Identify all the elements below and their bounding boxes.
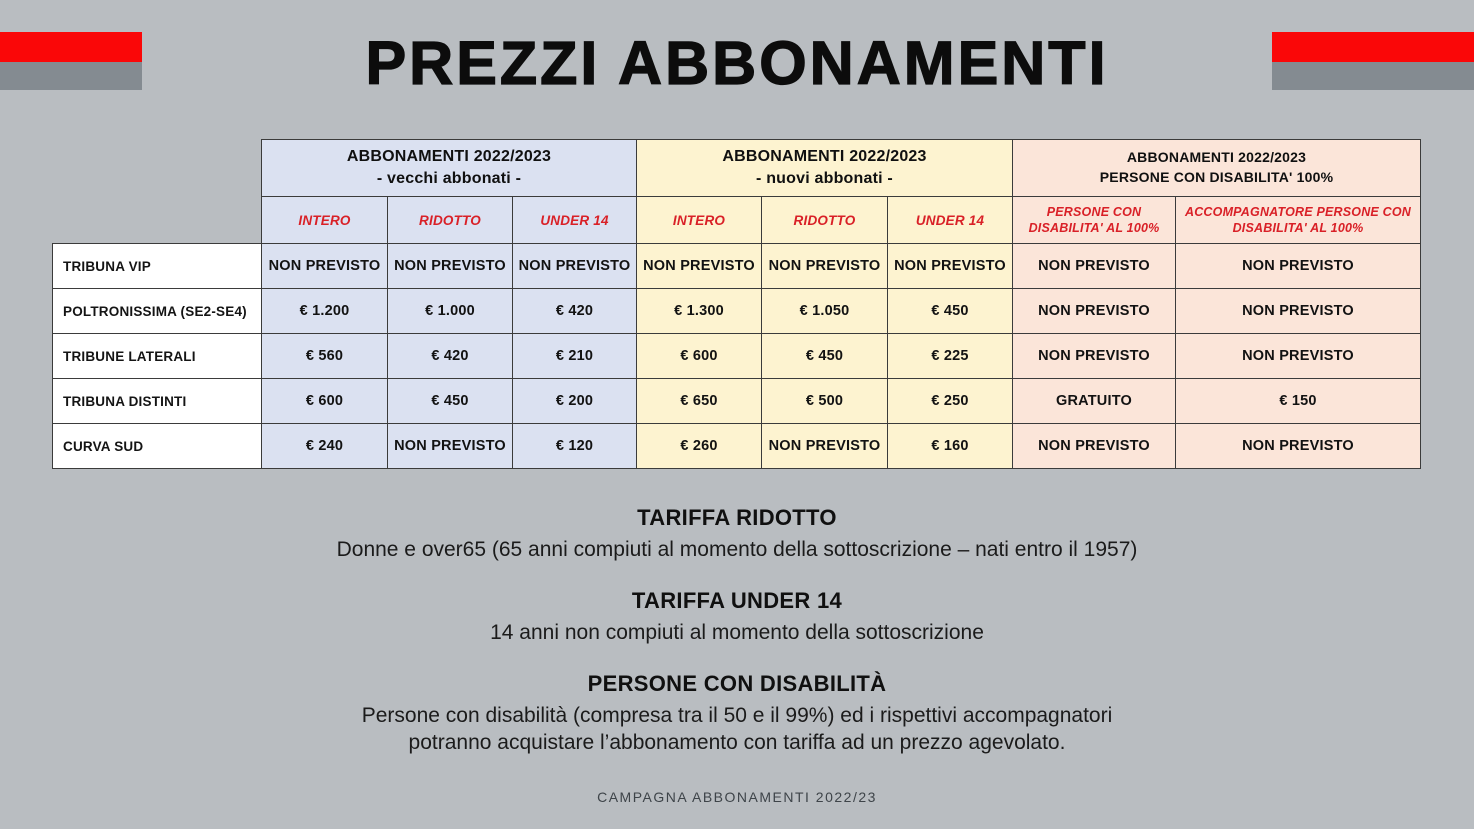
column-header-intero: INTERO: [637, 197, 762, 244]
page-title: PREZZI ABBONAMENTI: [365, 29, 1109, 97]
price-cell: € 1.000: [388, 289, 513, 334]
price-cell: € 420: [388, 334, 513, 379]
note-heading: TARIFFA UNDER 14: [631, 588, 843, 613]
price-cell: € 1.200: [262, 289, 388, 334]
price-cell: NON PREVISTO: [888, 244, 1013, 289]
group-title-line2: - vecchi abbonati -: [376, 170, 522, 187]
price-cell: € 150: [1176, 379, 1421, 424]
price-cell: € 225: [888, 334, 1013, 379]
price-cell: € 210: [513, 334, 637, 379]
price-cell: € 1.050: [762, 289, 888, 334]
price-cell: NON PREVISTO: [513, 244, 637, 289]
footer-caption: CAMPAGNA ABBONAMENTI 2022/23: [597, 789, 877, 805]
table-row: [53, 334, 1421, 379]
note-tariffa-under14: [0, 588, 1474, 646]
price-cell: € 420: [513, 289, 637, 334]
price-cell: € 250: [888, 379, 1013, 424]
column-header-under-14: UNDER 14: [513, 197, 637, 244]
group-title-line2: PERSONE CON DISABILITA' 100%: [1099, 169, 1334, 185]
note-heading: TARIFFA RIDOTTO: [637, 505, 837, 530]
price-cell: € 450: [762, 334, 888, 379]
price-cell: € 650: [637, 379, 762, 424]
column-header-accompagnatore-persone-con-disabilita-al-100: ACCOMPAGNATORE PERSONE CON DISABILITA' AL 100%: [1176, 197, 1421, 244]
group-title-line1: ABBONAMENTI 2022/2023: [722, 148, 927, 166]
group-header-2: [1013, 140, 1421, 197]
group-title-line1: ABBONAMENTI 2022/2023: [346, 148, 552, 166]
price-cell: NON PREVISTO: [1013, 424, 1176, 469]
note-heading: PERSONE CON DISABILITÀ: [587, 671, 887, 696]
group-header-0: [262, 140, 637, 197]
column-header-ridotto: RIDOTTO: [388, 197, 513, 244]
price-cell: NON PREVISTO: [388, 244, 513, 289]
column-header-persone-con-disabilita-al-100: PERSONE CON DISABILITA' AL 100%: [1013, 197, 1176, 244]
group-title-line1: ABBONAMENTI 2022/2023: [1126, 149, 1307, 166]
price-cell: € 200: [513, 379, 637, 424]
row-label: POLTRONISSIMA (SE2-SE4): [53, 289, 262, 334]
table-row: [53, 289, 1421, 334]
price-cell: NON PREVISTO: [388, 424, 513, 469]
price-cell: NON PREVISTO: [762, 424, 888, 469]
row-label: TRIBUNA DISTINTI: [53, 379, 262, 424]
price-cell: NON PREVISTO: [1013, 289, 1176, 334]
table-row: [53, 424, 1421, 469]
price-cell: NON PREVISTO: [1176, 289, 1421, 334]
column-header-ridotto: RIDOTTO: [762, 197, 888, 244]
price-cell: GRATUITO: [1013, 379, 1176, 424]
note-persone-con-disabilita: [0, 671, 1474, 756]
price-cell: NON PREVISTO: [262, 244, 388, 289]
table-corner-spacer: [53, 140, 262, 244]
price-cell: € 160: [888, 424, 1013, 469]
price-cell: € 600: [637, 334, 762, 379]
price-cell: NON PREVISTO: [637, 244, 762, 289]
price-table-wrapper: [52, 139, 1421, 469]
group-header-1: [637, 140, 1013, 197]
notes-section: [0, 505, 1474, 781]
price-cell: € 260: [637, 424, 762, 469]
price-cell: € 240: [262, 424, 388, 469]
row-label: TRIBUNA VIP: [53, 244, 262, 289]
price-cell: NON PREVISTO: [1176, 244, 1421, 289]
note-line: 14 anni non compiuti al momento della sottoscrizione: [490, 621, 984, 644]
row-label: CURVA SUD: [53, 424, 262, 469]
note-line: Donne e over65 (65 anni compiuti al momento della sottoscrizione – nati entro il 1957): [336, 538, 1138, 561]
table-row: [53, 244, 1421, 289]
price-cell: € 560: [262, 334, 388, 379]
price-cell: € 450: [388, 379, 513, 424]
price-cell: NON PREVISTO: [762, 244, 888, 289]
note-line: Persone con disabilità (compresa tra il 50 e il 99%) ed i rispettivi accompagnatori: [361, 704, 1113, 727]
row-label: TRIBUNE LATERALI: [53, 334, 262, 379]
price-table: [52, 139, 1421, 469]
price-cell: NON PREVISTO: [1013, 334, 1176, 379]
table-row: [53, 379, 1421, 424]
column-header-under-14: UNDER 14: [888, 197, 1013, 244]
note-tariffa-ridotto: [0, 505, 1474, 563]
price-cell: NON PREVISTO: [1176, 424, 1421, 469]
price-cell: € 450: [888, 289, 1013, 334]
price-cell: NON PREVISTO: [1176, 334, 1421, 379]
column-header-intero: INTERO: [262, 197, 388, 244]
price-cell: € 600: [262, 379, 388, 424]
price-cell: € 120: [513, 424, 637, 469]
note-line: potranno acquistare l’abbonamento con tariffa ad un prezzo agevolato.: [408, 731, 1066, 754]
group-title-line2: - nuovi abbonati -: [756, 170, 893, 187]
price-cell: NON PREVISTO: [1013, 244, 1176, 289]
price-cell: € 1.300: [637, 289, 762, 334]
price-cell: € 500: [762, 379, 888, 424]
